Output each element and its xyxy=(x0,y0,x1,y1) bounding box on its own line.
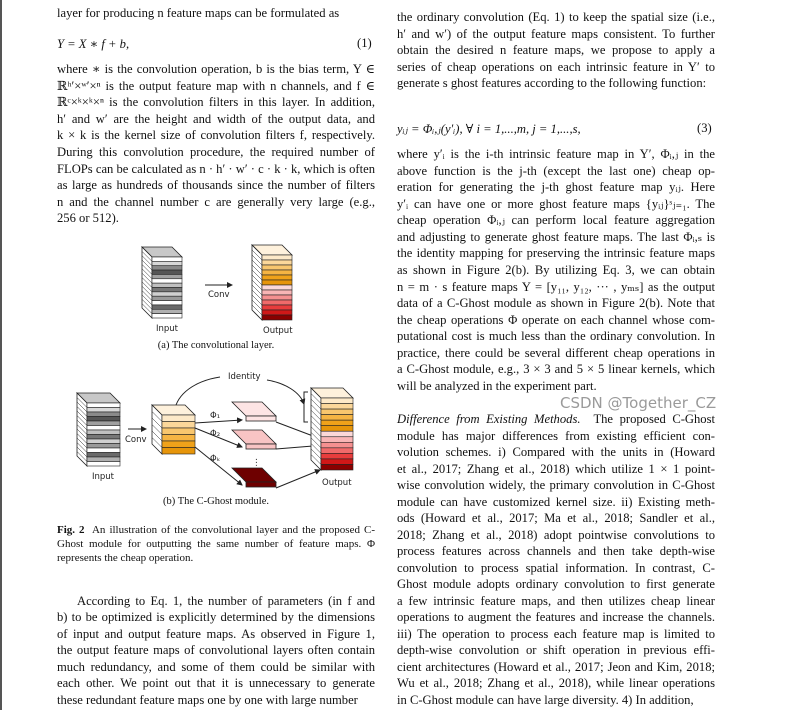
feature-map-slice xyxy=(87,408,120,413)
feature-map-slice xyxy=(87,444,120,449)
text-line: process features across channels and then take depth-wise xyxy=(397,544,715,558)
text-line: module can have customized kernel size. ii) Existing meth- xyxy=(397,494,715,509)
figure-2a xyxy=(142,245,293,336)
text-line: volution schemes. i) Compared with the units in (Howard xyxy=(397,445,715,459)
ghost-map-k xyxy=(232,468,276,487)
text-line: During this convolution procedure, the required number of xyxy=(57,145,375,159)
text-line: 256 or 512). xyxy=(57,211,119,226)
feature-map-slice xyxy=(321,464,353,470)
text-line: obtain the desired n feature maps, we propose to apply a xyxy=(397,43,715,57)
feature-map-slice xyxy=(152,261,182,265)
text-line: where ∗ is the convolution operation, b is the bias term, Y ∈ xyxy=(57,62,375,76)
text-line: y′ᵢ can have one or more ghost feature maps {yᵢⱼ}ˢⱼ₌₁. The xyxy=(397,196,715,211)
text-line: of input and output feature maps. As observed in Figure 1, xyxy=(57,626,375,641)
feature-map-slice xyxy=(152,288,182,292)
feature-map-slice xyxy=(152,309,182,313)
feature-map-slice xyxy=(321,426,353,432)
output-label: Output xyxy=(263,326,293,336)
text-line: practice, there could be several different cheap operations in xyxy=(397,345,715,360)
feature-map-slice xyxy=(87,421,120,426)
text-line: k × k is the kernel size of convolution filters f, respectively. xyxy=(57,128,375,143)
text-line: FLOPs can be calculated as n · h′ · w′ · c · k · k, which is often xyxy=(57,161,375,176)
text-line: the cheap operations Φ operate on each channel whose com- xyxy=(397,312,715,327)
text-line: n = m · s feature maps Y = [y₁₁, y₁₂, ··· , yₘₛ] as the output xyxy=(397,279,715,294)
feature-map-slice xyxy=(321,404,353,410)
text-line: According to Eq. 1, the number of parameters (in f and xyxy=(77,594,375,608)
feature-map-slice xyxy=(152,274,182,278)
text-line: b) to be optimized is explicitly determined by the dimensions xyxy=(57,610,375,625)
text-line: data of a C-Ghost module as shown in Figure 2(b). Note that xyxy=(397,296,715,311)
conv-label: Conv xyxy=(125,435,147,445)
conv-label: Conv xyxy=(208,290,230,300)
text-line: each other. We point out that it is unnecessary to generate xyxy=(57,676,375,691)
text-line: the identity mapping for preserving the intrinsic feature maps xyxy=(397,246,715,261)
feature-map-slice xyxy=(162,428,195,435)
feature-map-slice xyxy=(87,426,120,431)
input-feature-stack xyxy=(77,393,120,466)
feature-map-slice xyxy=(152,270,182,274)
text-line: n and the channel number c are generally very large (e.g., xyxy=(57,194,375,209)
text-line: these redundant feature maps one by one with large number xyxy=(57,692,358,707)
feature-map-slice xyxy=(321,437,353,443)
feature-map-slice xyxy=(87,430,120,435)
map2-to-output xyxy=(276,446,313,449)
ellipsis: ⋮ xyxy=(252,458,261,468)
equation-1: Y = X ∗ f + b, xyxy=(57,37,130,51)
identity-label: Identity xyxy=(228,372,261,382)
feature-map-slice xyxy=(152,266,182,270)
feature-map-slice xyxy=(321,409,353,415)
equation-3-number: (3) xyxy=(697,121,712,135)
feature-map-slice xyxy=(87,462,120,467)
feature-map-slice xyxy=(262,295,292,300)
figure-label: Fig. 2 xyxy=(57,524,85,536)
ghost-map-top xyxy=(232,402,276,416)
text-line: as shown in Figure 2(b). By utilizing Eq. 3, we can obtain xyxy=(397,262,715,277)
para-heading-line xyxy=(397,412,715,427)
feature-map-slice xyxy=(262,305,292,310)
text-line: as large as hundreds of thousands since the number of filters xyxy=(57,178,375,193)
feature-map-slice xyxy=(262,275,292,280)
feature-map-slice xyxy=(152,301,182,305)
feature-map-slice xyxy=(87,403,120,408)
feature-map-slice xyxy=(162,448,195,455)
text-line: Wu et al., 2018; Zhang et al., 2018), while linear operations xyxy=(397,676,715,690)
ghost-map-front xyxy=(246,482,276,487)
ghost-map-top xyxy=(232,430,276,444)
feature-map-slice xyxy=(262,290,292,295)
feature-map-slice xyxy=(87,453,120,458)
text-line: operations to augment the features and increase the channels. xyxy=(397,610,715,624)
ghost-map-1 xyxy=(232,402,276,421)
feature-map-slice xyxy=(162,435,195,442)
feature-map-slice xyxy=(152,292,182,296)
feature-map-slice xyxy=(162,441,195,448)
feature-map-slice xyxy=(321,448,353,454)
figure-2 xyxy=(0,230,390,515)
intrinsic-feature-stack xyxy=(152,405,195,454)
watermark: CSDN @Together_CZ xyxy=(560,394,717,412)
text-line: a few intrinsic feature maps, and then utilizes cheap linear xyxy=(397,593,715,608)
feature-map-slice xyxy=(152,314,182,318)
feature-map-slice xyxy=(162,415,195,422)
phik-label: Φₖ xyxy=(210,454,221,464)
text-line: module has major differences from existing efficient con- xyxy=(397,428,715,443)
feature-map-slice xyxy=(152,283,182,287)
text-line: above function is the j-th (except the last one) cheap op- xyxy=(397,163,715,178)
text-line: h′ and w′ are the height and width of the output data, and xyxy=(57,111,375,126)
feature-map-slice xyxy=(87,417,120,422)
feature-map-slice xyxy=(262,285,292,290)
feature-map-slice xyxy=(321,459,353,465)
feature-map-slice xyxy=(152,257,182,261)
feature-map-slice xyxy=(152,279,182,283)
equation-3: yᵢⱼ = Φᵢ,ⱼ(y′ᵢ), ∀ i = 1,...,m, j = 1,...,s, xyxy=(397,122,581,136)
text-line: iii) The operation to process each feature map is limited to xyxy=(397,626,715,641)
feature-map-slice xyxy=(321,442,353,448)
text-line: and adjusting to generate ghost feature maps. The last Φᵢ,ₛ is xyxy=(397,229,715,244)
mapk-to-output xyxy=(276,470,320,488)
subcaption-a: (a) The convolutional layer. xyxy=(157,340,275,351)
feature-map-slice xyxy=(321,398,353,404)
output-feature-stack xyxy=(252,245,292,320)
text-line: eration for generating the j-th ghost feature map yᵢⱼ. Here xyxy=(397,180,715,195)
feature-map-slice xyxy=(152,305,182,309)
feature-map-slice xyxy=(262,255,292,260)
text-line: depth-wise convolution or shift operation in previous effi- xyxy=(397,643,715,657)
input-label: Input xyxy=(92,472,115,482)
ghost-map-top xyxy=(232,468,276,482)
identity-arrow xyxy=(267,380,304,404)
figure-caption-line xyxy=(57,523,375,537)
phi2-label: Φ₂ xyxy=(210,429,221,439)
output-label: Output xyxy=(322,478,352,488)
identity-bracket xyxy=(304,392,308,422)
phik-arrow xyxy=(195,447,242,485)
feature-map-slice xyxy=(262,270,292,275)
feature-map-slice xyxy=(87,439,120,444)
feature-map-slice xyxy=(262,260,292,265)
ghost-map-front xyxy=(246,416,276,421)
text-line: putational cost is much less than the ordinary convolution. In xyxy=(397,329,715,344)
feature-map-slice xyxy=(87,457,120,462)
text-line: where y′ᵢ is the i-th intrinsic feature map in Y′, Φᵢ,ⱼ in the xyxy=(397,147,715,161)
text-line: cient architectures (Howard et al., 2017; Jeon and Kim, 2018; xyxy=(397,659,715,674)
feature-map-slice xyxy=(87,448,120,453)
ghost-map-front xyxy=(246,444,276,449)
output-feature-stack xyxy=(311,388,353,470)
feature-map-slice xyxy=(321,431,353,437)
text-line: et al., 2017; Zhang et al., 2018) which utilize 1 × 1 point- xyxy=(397,461,715,476)
text-line: convolution to process spatial information. In contrast, C- xyxy=(397,560,715,575)
feature-map-slice xyxy=(321,453,353,459)
feature-map-slice xyxy=(162,422,195,429)
text-line: in C-Ghost module can have large diversity. 4) In addition, xyxy=(397,692,694,707)
equation-1-number: (1) xyxy=(357,36,372,50)
subcaption-b: (b) The C-Ghost module. xyxy=(163,496,269,507)
feature-map-slice xyxy=(262,310,292,315)
text-line: h′ and w′) of the output feature maps consistent. To further xyxy=(397,26,715,41)
text-line: 2018; Zhang et al., 2018) adopt pointwise convolutions to xyxy=(397,527,715,542)
paragraph-heading-rest: The proposed C-Ghost xyxy=(593,412,716,426)
text-line: the output feature maps of convolutional layers often contain xyxy=(57,643,375,658)
feature-map-slice xyxy=(262,265,292,270)
text-line: ods (Howard et al., 2017; Ma et al., 2018; Sandler et al., xyxy=(397,511,715,525)
feature-map-slice xyxy=(262,280,292,285)
text-line: the ordinary convolution (Eq. 1) to keep the spatial size (i.e., xyxy=(397,10,715,24)
text-line: much redundancy, and some of them could be similar with xyxy=(57,659,375,674)
figure-caption-line: Ghost module for outputting the same number of feature maps. Φ xyxy=(57,538,375,550)
feature-map-slice xyxy=(321,415,353,421)
text-line: Ghost module adopts ordinary convolution to first generate xyxy=(397,577,715,591)
identity-curve xyxy=(175,377,220,408)
feature-map-slice xyxy=(87,412,120,417)
figure-caption-line: represents the cheap operation. xyxy=(57,552,194,564)
text-line: series of cheap operations on each intrinsic feature in Y′ to xyxy=(397,59,715,74)
intro-line: layer for producing n feature maps can be formulated as xyxy=(57,6,340,20)
feature-map-slice xyxy=(152,296,182,300)
paragraph-heading: Difference from Existing Methods. xyxy=(397,412,581,426)
text-line: ℝᶜ×ᵏ×ᵏ×ⁿ is the convolution filters in this layer. In addition, xyxy=(57,95,375,110)
caption-text: An illustration of the convolutional layer and the proposed C- xyxy=(91,524,375,536)
map1-to-output xyxy=(276,422,313,436)
text-line: generate s ghost features according to the following function: xyxy=(397,76,707,90)
text-line: a C-Ghost module, e.g., 3 × 3 and 5 × 5 linear kernels, which xyxy=(397,362,715,377)
feature-map-slice xyxy=(321,420,353,426)
text-line: wise convolution widely, the primary convolution in C-Ghost xyxy=(397,478,715,492)
feature-map-slice xyxy=(262,300,292,305)
input-feature-stack xyxy=(142,247,182,318)
input-label: Input xyxy=(156,324,179,334)
text-line: ℝʰ′×ʷ′×ⁿ is the output feature map with n channels, and f ∈ xyxy=(57,78,375,93)
phi1-label: Φ₁ xyxy=(210,411,221,421)
feature-map-slice xyxy=(87,435,120,440)
text-line: cheap operation Φᵢ,ⱼ can perform local feature aggregation xyxy=(397,213,715,228)
feature-map-slice xyxy=(262,315,292,320)
figure-2b xyxy=(77,372,353,488)
text-line: will be analyzed in the experiment part. xyxy=(397,378,597,393)
